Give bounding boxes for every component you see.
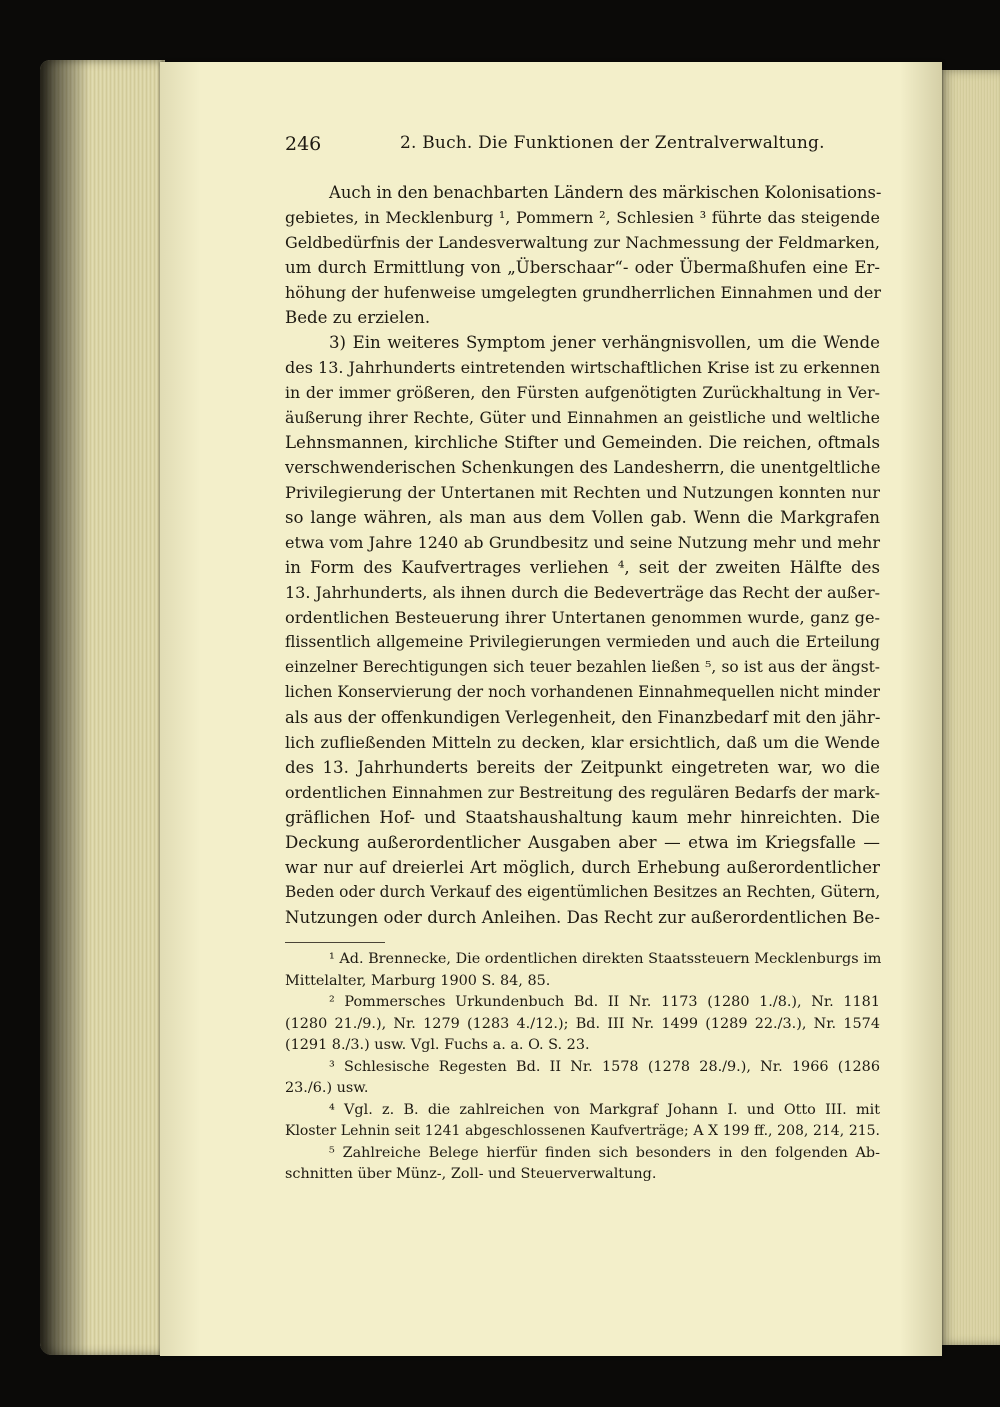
footnote-line: schnitten über Münz-, Zoll- und Steuerverwaltung.: [285, 1166, 657, 1182]
text-line: 3) Ein weiteres Symptom jener verhängnisvollen, um die Wende: [329, 333, 880, 352]
footnote-line: Kloster Lehnin seit 1241 abgeschlossenen Kaufverträge; A X 199 ff., 208, 214, 215.: [285, 1123, 880, 1139]
text-line: als aus der offenkundigen Verlegenheit, den Finanzbedarf mit den jähr-: [285, 708, 881, 727]
text-line: so lange währen, als man aus dem Vollen gab. Wenn die Markgrafen: [285, 508, 880, 527]
page-text: [285, 133, 880, 1186]
text-line: um durch Ermittlung von „Überschaar“- oder Übermaßhufen eine Er-: [285, 258, 880, 277]
text-line: flissentlich allgemeine Privilegierungen vermieden und auch die Erteilung: [285, 633, 880, 651]
text-line: gebietes, in Mecklenburg ¹, Pommern ², Schlesien ³ führte das steigende: [285, 208, 880, 227]
footnote-line: Mittelalter, Marburg 1900 S. 84, 85.: [285, 972, 551, 989]
text-line: Auch in den benachbarten Ländern des märkischen Kolonisations-: [329, 183, 882, 202]
text-line: äußerung ihrer Rechte, Güter und Einnahmen an geistliche und weltliche: [285, 408, 880, 427]
text-line: in Form des Kaufvertrages verliehen ⁴, seit der zweiten Hälfte des: [285, 558, 880, 577]
text-line: ordentlichen Besteuerung ihrer Untertanen genommen wurde, ganz ge-: [285, 608, 880, 627]
text-line: gräflichen Hof- und Staatshaushaltung kaum mehr hinreichten. Die: [285, 808, 880, 827]
text-line: des 13. Jahrhunderts eintretenden wirtschaftlichen Krise ist zu erkennen: [285, 358, 880, 377]
page-edges-right: [938, 70, 1000, 1345]
text-line: Geldbedürfnis der Landesverwaltung zur Nachmessung der Feldmarken,: [285, 233, 880, 252]
footnote-line: ⁵ Zahlreiche Belege hierfür finden sich besonders in den folgenden Ab-: [329, 1144, 880, 1161]
footnote-line: ³ Schlesische Regesten Bd. II Nr. 1578 (1278 28./9.), Nr. 1966 (1286: [329, 1058, 880, 1075]
footnote-line: 23./6.) usw.: [285, 1080, 369, 1096]
text-line: lich zufließenden Mitteln zu decken, klar ersichtlich, daß um die Wende: [285, 733, 880, 752]
text-line: Nutzungen oder durch Anleihen. Das Recht zur außerordentlichen Be-: [285, 908, 880, 927]
text-line: ordentlichen Einnahmen zur Bestreitung des regulären Bedarfs der mark-: [285, 783, 880, 802]
body-text: [285, 180, 880, 930]
text-line: lichen Konservierung der noch vorhandenen Einnahmequellen nicht minder: [285, 683, 880, 701]
text-line: verschwenderischen Schenkungen des Landesherrn, die unentgeltliche: [285, 458, 881, 477]
text-line: 13. Jahrhunderts, als ihnen durch die Bedeverträge das Recht der außer-: [285, 583, 880, 602]
text-line: Privilegierung der Untertanen mit Rechten und Nutzungen konnten nur: [285, 483, 880, 502]
page-header: [285, 133, 880, 159]
text-line: in der immer größeren, den Fürsten aufgenötigten Zurückhaltung in Ver-: [285, 383, 880, 402]
text-line: Deckung außerordentlicher Ausgaben aber — etwa im Kriegsfalle —: [285, 833, 880, 852]
footnote-line: (1291 8./3.) usw. Vgl. Fuchs a. a. O. S. 23.: [285, 1037, 590, 1053]
binding-shadow: [40, 60, 90, 1355]
text-line: Lehnsmannen, kirchliche Stifter und Gemeinden. Die reichen, oftmals: [285, 433, 880, 452]
text-line: war nur auf dreierlei Art möglich, durch Erhebung außerordentlicher: [285, 858, 880, 877]
footnote-rule: [285, 942, 385, 943]
text-line: Beden oder durch Verkauf des eigentümlichen Besitzes an Rechten, Gütern,: [285, 883, 881, 901]
footnote-line: (1280 21./9.), Nr. 1279 (1283 4./12.); Bd. III Nr. 1499 (1289 22./3.), Nr. 1574: [285, 1015, 880, 1032]
running-head: 2. Buch. Die Funktionen der Zentralverwaltung.: [400, 133, 825, 153]
text-line: des 13. Jahrhunderts bereits der Zeitpunkt eingetreten war, wo die: [285, 758, 880, 777]
page-number: 246: [285, 133, 322, 155]
text-line: etwa vom Jahre 1240 ab Grundbesitz und seine Nutzung mehr und mehr: [285, 533, 880, 552]
footnote-line: ¹ Ad. Brennecke, Die ordentlichen direkten Staatssteuern Mecklenburgs im: [329, 951, 882, 967]
footnote-line: ⁴ Vgl. z. B. die zahlreichen von Markgraf Johann I. und Otto III. mit: [329, 1101, 880, 1118]
text-line: Bede zu erzielen.: [285, 308, 431, 327]
footnote-line: ² Pommersches Urkundenbuch Bd. II Nr. 1173 (1280 1./8.), Nr. 1181: [329, 994, 880, 1010]
footnotes: [285, 949, 880, 1186]
text-line: höhung der hufenweise umgelegten grundherrlichen Einnahmen und der: [285, 283, 882, 302]
text-line: einzelner Berechtigungen sich teuer bezahlen ließen ⁵, so ist aus der ängst-: [285, 658, 880, 676]
